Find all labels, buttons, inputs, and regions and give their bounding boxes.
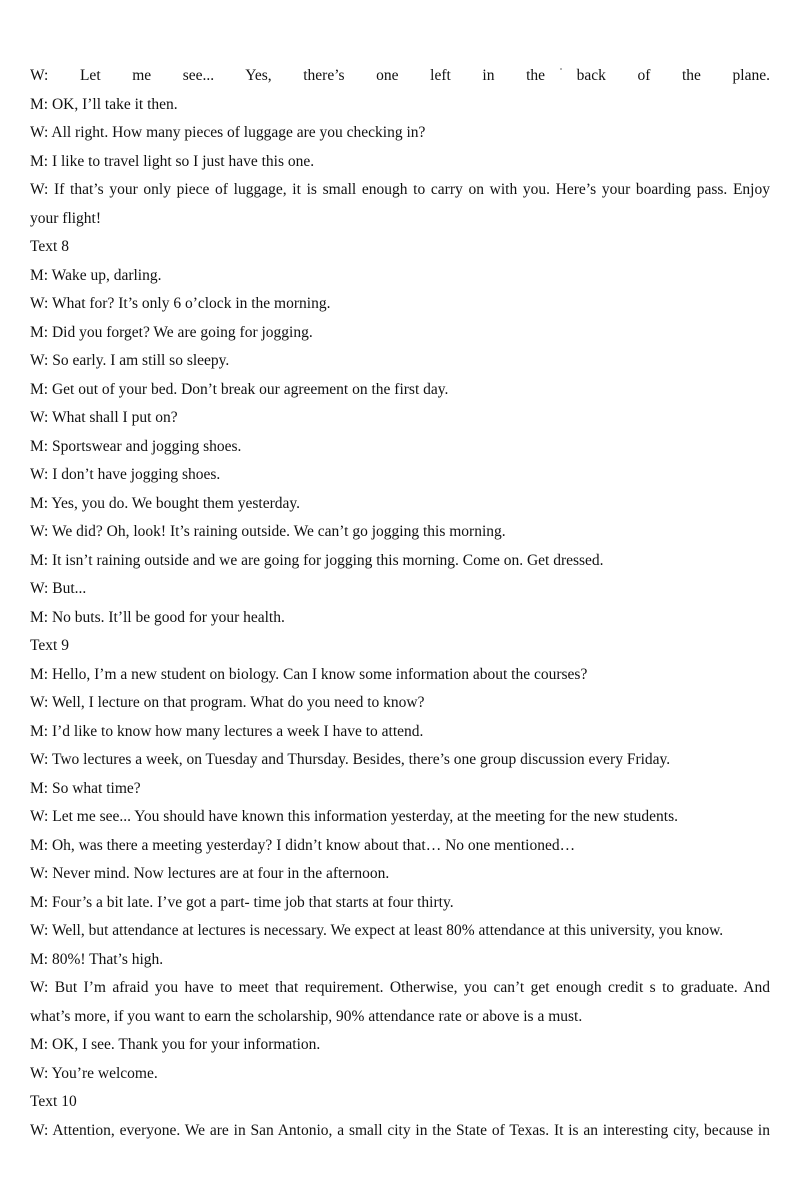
dialogue-line: W: Let me see... You should have known this information yesterday, at the meeting for the new students. xyxy=(30,808,678,825)
dialogue-line: M: Four’s a bit late. I’ve got a part- time job that starts at four thirty. xyxy=(30,893,454,911)
dialogue-line: M: Yes, you do. We bought them yesterday. xyxy=(30,494,300,512)
dialogue-line: W: What for? It’s only 6 o’clock in the morning. xyxy=(30,295,331,312)
section-heading: Text 9 xyxy=(30,637,69,654)
dialogue-line: M: I’d like to know how many lectures a week I have to attend. xyxy=(30,722,424,740)
dialogue-line: M: OK, I’ll take it then. xyxy=(30,95,178,113)
dialogue-line: W: What shall I put on? xyxy=(30,409,178,426)
dialogue-line: M: No buts. It’ll be good for your health. xyxy=(30,608,285,626)
dialogue-line: what’s more, if you want to earn the scholarship, 90% attendance rate or above is a must. xyxy=(30,1007,583,1025)
transcript-page xyxy=(30,62,770,1145)
dialogue-line: W: Well, I lecture on that program. What do you need to know? xyxy=(30,694,425,711)
dialogue-line: W: But I’m afraid you have to meet that requirement. Otherwise, you can’t get enough credit s to graduate. And xyxy=(30,979,770,996)
dialogue-line: M: So what time? xyxy=(30,779,141,797)
dialogue-line: W: Let me see... Yes, there’s one left in the back of the plane. xyxy=(30,67,770,84)
dialogue-line: W: If that’s your only piece of luggage, it is small enough to carry on with you. Here’s your boarding pass. Enjoy xyxy=(30,181,770,198)
dialogue-line: W: All right. How many pieces of luggage are you checking in? xyxy=(30,124,426,141)
dialogue-line: M: Oh, was there a meeting yesterday? I didn’t know about that… No one mentioned… xyxy=(30,836,576,854)
dialogue-line: M: OK, I see. Thank you for your information. xyxy=(30,1036,321,1053)
dialogue-line: M: I like to travel light so I just have this one. xyxy=(30,152,315,170)
dialogue-line: W: I don’t have jogging shoes. xyxy=(30,466,221,483)
dialogue-line: M: Wake up, darling. xyxy=(30,266,162,284)
dialogue-line: W: Well, but attendance at lectures is necessary. We expect at least 80% attendance at this university, you know. xyxy=(30,922,724,939)
dialogue-line: M: It isn’t raining outside and we are going for jogging this morning. Come on. Get dressed. xyxy=(30,551,604,569)
dialogue-line: M: Get out of your bed. Don’t break our agreement on the first day. xyxy=(30,380,449,398)
dialogue-line: M: 80%! That’s high. xyxy=(30,950,164,968)
dialogue-line: W: Two lectures a week, on Tuesday and Thursday. Besides, there’s one group discussion every Friday. xyxy=(30,751,671,768)
section-heading: Text 10 xyxy=(30,1093,77,1110)
section-heading: Text 8 xyxy=(30,238,69,255)
dialogue-line: M: Sportswear and jogging shoes. xyxy=(30,437,242,455)
dialogue-line: M: Hello, I’m a new student on biology. Can I know some information about the courses? xyxy=(30,665,588,683)
dialogue-line: W: We did? Oh, look! It’s raining outside. We can’t go jogging this morning. xyxy=(30,523,506,540)
dialogue-line: your flight! xyxy=(30,209,102,227)
dialogue-line: W: Never mind. Now lectures are at four in the afternoon. xyxy=(30,865,390,882)
dialogue-line: W: You’re welcome. xyxy=(30,1064,158,1082)
dialogue-line: W: Attention, everyone. We are in San Antonio, a small city in the State of Texas. It is an interesting city, because in xyxy=(30,1121,770,1139)
dialogue-line: M: Did you forget? We are going for jogging. xyxy=(30,323,313,341)
dialogue-line: W: So early. I am still so sleepy. xyxy=(30,352,230,369)
dialogue-line: W: But... xyxy=(30,580,87,597)
